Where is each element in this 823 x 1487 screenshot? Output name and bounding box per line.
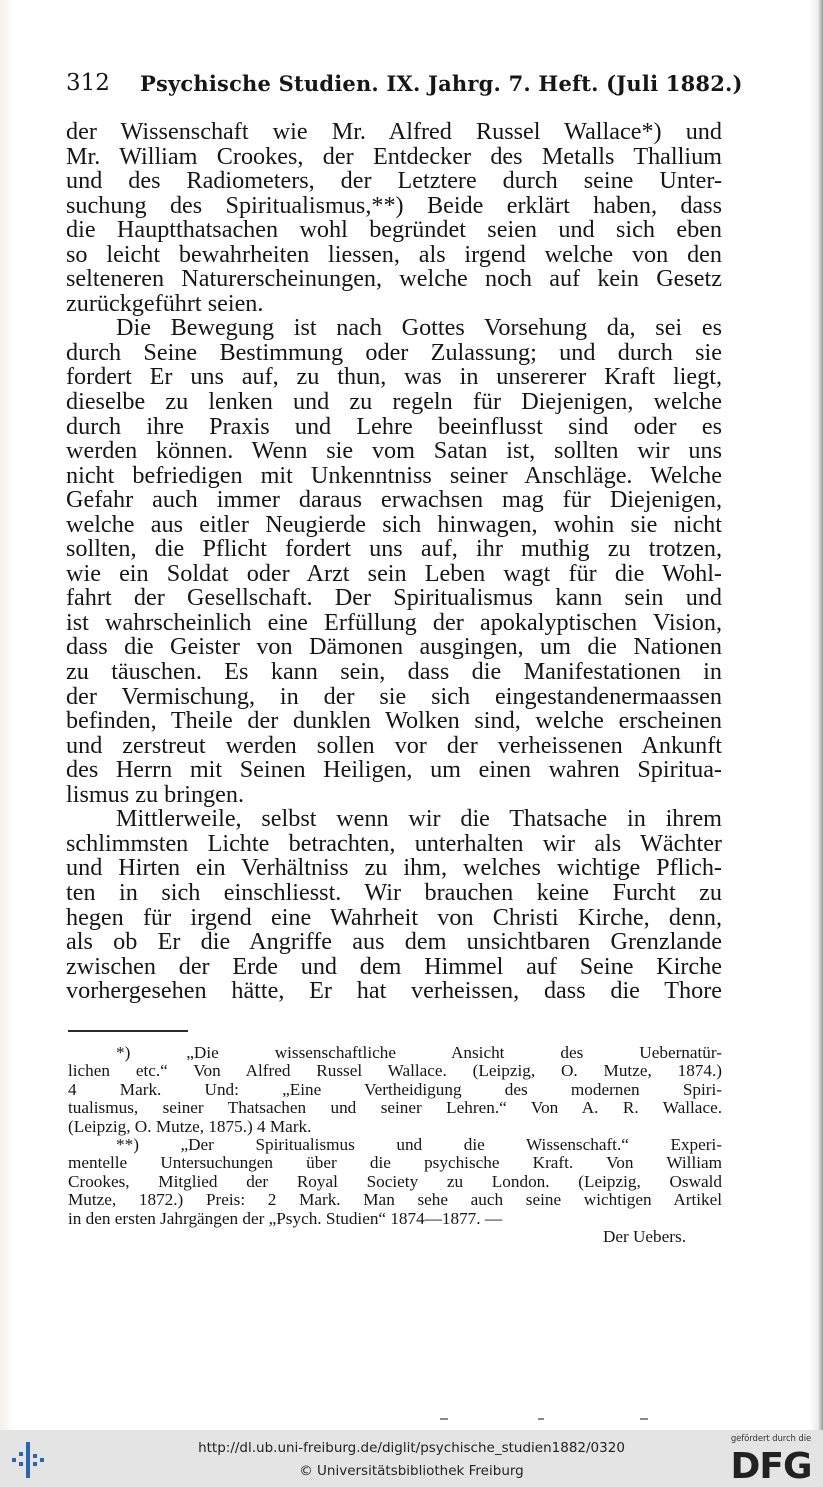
text-line: dass die Geister von Dämonen ausgingen, um die Nationen — [66, 633, 722, 661]
text-line: vorhergesehen hätte, Er hat verheissen, dass die Thore — [66, 977, 722, 1005]
text-line: zurückgeführt seien. — [66, 289, 264, 317]
text-line: des Herrn mit Seinen Heiligen, um einen wahren Spiritua- — [66, 756, 722, 784]
text-line: suchung des Spiritualismus,**) Beide erklärt haben, dass — [66, 191, 722, 219]
text-line: ist wahrscheinlich eine Erfüllung der apokalyptischen Vision, — [66, 608, 722, 636]
svg-text:DFG: DFG — [730, 1446, 812, 1485]
text-line: der Vermischung, in der sie sich eingestandenermaassen — [66, 682, 722, 710]
footnote-line: *) „Die wissenschaftliche Ansicht des Uebernatür- — [116, 1043, 722, 1062]
text-line: dieselbe zu lenken und zu regeln für Diejenigen, welche — [66, 388, 722, 416]
text-line: zu täuschen. Es kann sein, dass die Manifestationen in — [66, 658, 722, 686]
text-line: Mittlerweile, selbst wenn wir die Thatsache in ihrem — [116, 805, 722, 833]
text-line: sollten, die Pflicht fordert uns auf, ihr muthig zu trotzen, — [66, 535, 722, 563]
main-text — [66, 120, 722, 1004]
page-number: 312 — [66, 70, 110, 96]
text-line: schlimmsten Lichte betrachten, unterhalten wir als Wächter — [66, 829, 722, 857]
text-line: so leicht bewahrheiten liessen, als irgend welche von den — [66, 240, 722, 268]
footnote-line: 4 Mark. Und: „Eine Vertheidigung des modernen Spiri- — [68, 1079, 722, 1099]
footnote-line: mentelle Untersuchungen über die psychische Kraft. Von William — [68, 1153, 722, 1173]
text-line: befinden, Theile der dunklen Wolken sind, welche erscheinen — [66, 707, 722, 735]
text-line: Gefahr auch immer daraus erwachsen mag für Diejenigen, — [66, 486, 722, 514]
dfg-logo[interactable] — [725, 1434, 817, 1484]
page-header — [66, 70, 743, 102]
text-line: lismus zu bringen. — [66, 780, 245, 808]
footnote-line: lichen etc.“ Von Alfred Russel Wallace. (Leipzig, O. Mutze, 1874.) — [68, 1061, 722, 1081]
text-line: und des Radiometers, der Letztere durch seine Unter- — [66, 167, 722, 195]
text-line: nicht befriedigen mit Unkenntniss seiner Anschläge. Welche — [66, 461, 722, 489]
text-line: Die Bewegung ist nach Gottes Vorsehung da, sei es — [116, 314, 722, 342]
viewer-footer — [0, 1430, 823, 1487]
text-line: fordert Er uns auf, zu thun, was in unsererer Kraft liegt, — [66, 363, 722, 391]
running-title: Psychische Studien. IX. Jahrg. 7. Heft. (Juli 1882.) — [140, 71, 743, 96]
text-line: als ob Er die Angriffe aus dem unsichtbaren Grenzlande — [66, 928, 722, 956]
text-line: die Hauptthatsachen wohl begründet seien und sich eben — [66, 216, 722, 244]
text-line: hegen für irgend eine Wahrheit von Christi Kirche, denn, — [66, 903, 722, 931]
footnote-line: in den ersten Jahrgängen der „Psych. Studien“ 1874—1877. — — [68, 1208, 503, 1228]
footnote-line: **) „Der Spiritualismus und die Wissenschaft.“ Experi- — [116, 1134, 722, 1154]
footnote-line: Crookes, Mitglied der Royal Society zu London. (Leipzig, Oswald — [68, 1171, 722, 1191]
text-line: zwischen der Erde und dem Himmel auf Seine Kirche — [66, 952, 722, 980]
text-line: durch ihre Praxis und Lehre beeinflusst sind oder es — [66, 412, 722, 440]
text-line: und zerstreut werden sollen vor der verheissenen Ankunft — [66, 731, 722, 759]
footnotes — [68, 1044, 722, 1246]
source-url[interactable]: http://dl.ub.uni-freiburg.de/diglit/psychische_studien1882/0320 — [198, 1440, 625, 1456]
text-line: der Wissenschaft wie Mr. Alfred Russel Wallace*) und — [66, 118, 722, 145]
scan-artifacts — [440, 1418, 740, 1422]
text-line: welche aus eitler Neugierde sich hinwagen, wohin sie nicht — [66, 510, 722, 538]
text-line: durch Seine Bestimmung oder Zulassung; und durch sie — [66, 338, 722, 366]
translator-signature: Der Uebers. — [602, 1226, 686, 1246]
footnote-line: (Leipzig, O. Mutze, 1875.) 4 Mark. — [68, 1116, 312, 1136]
footnote-line: Mutze, 1872.) Preis: 2 Mark. Man sehe auch seine wichtigen Artikel — [68, 1190, 722, 1210]
dfg-wordmark-icon — [725, 1445, 817, 1485]
text-line: selteneren Naturerscheinungen, welche noch auf kein Gesetz — [66, 265, 722, 293]
copyright-notice: © Universitätsbibliothek Freiburg — [299, 1463, 524, 1479]
text-line: wie ein Soldat oder Arzt sein Leben wagt für die Wohl- — [66, 559, 722, 587]
text-line: Mr. William Crookes, der Entdecker des Metalls Thallium — [66, 142, 722, 170]
dfg-tagline: gefördert durch die — [730, 1434, 812, 1444]
text-line: ten in sich einschliesst. Wir brauchen keine Furcht zu — [66, 878, 722, 906]
text-line: fahrt der Gesellschaft. Der Spiritualismus kann sein und — [66, 584, 722, 612]
text-line: und Hirten ein Verhältniss zu ihm, welches wichtige Pflich- — [66, 854, 722, 882]
text-line: werden können. Wenn sie vom Satan ist, sollten wir uns — [66, 437, 722, 465]
footnote-separator — [68, 1030, 188, 1032]
footnote-line: tualismus, seiner Thatsachen und seiner Lehren.“ Von A. R. Wallace. — [68, 1098, 722, 1118]
